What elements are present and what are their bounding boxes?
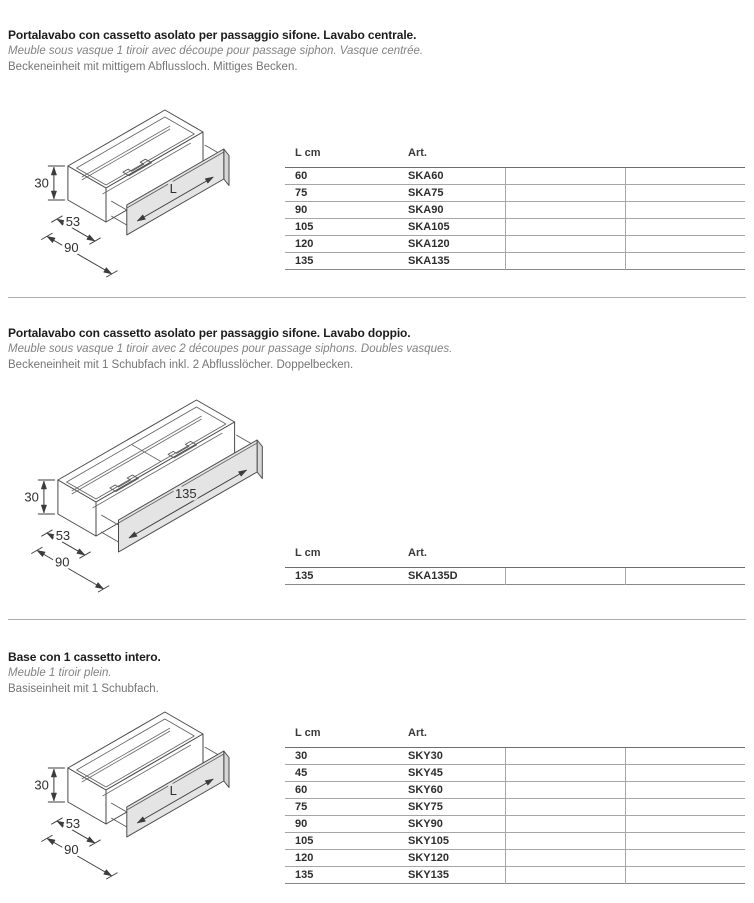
section-divider-2 bbox=[8, 619, 746, 620]
cell-article: SKY45 bbox=[408, 767, 443, 779]
dim-height-label: 30 bbox=[34, 777, 49, 793]
section-3-title-french: Meuble 1 tiroir plein. bbox=[8, 667, 112, 679]
cell-article: SKY75 bbox=[408, 801, 443, 813]
arrowhead bbox=[87, 235, 95, 241]
dim-depth-label: 53 bbox=[55, 528, 71, 544]
arrowhead bbox=[37, 550, 45, 556]
arrowhead bbox=[104, 268, 112, 274]
section-2-title-french: Meuble sous vasque 1 tiroir avec 2 découpes pour passage siphons. Doubles vasques. bbox=[8, 343, 453, 355]
section-1-cabinet-drawing bbox=[22, 106, 257, 286]
section-1-title-italian: Portalavabo con cassetto asolato per passaggio sifone. Lavabo centrale. bbox=[8, 28, 417, 42]
cell-length: 120 bbox=[295, 238, 314, 250]
cell-article: SKY90 bbox=[408, 818, 443, 830]
cell-article: SKY135 bbox=[408, 869, 449, 881]
section-2-article-table bbox=[285, 544, 745, 585]
table-row bbox=[285, 202, 745, 219]
table-row bbox=[285, 816, 745, 833]
cell-article: SKA120 bbox=[408, 238, 450, 250]
dim-depth-open-label: 90 bbox=[64, 240, 79, 256]
column-header-article: Art. bbox=[408, 147, 427, 159]
column-header-length: L cm bbox=[295, 147, 321, 159]
arrowhead bbox=[95, 583, 103, 589]
cell-article: SKY60 bbox=[408, 784, 443, 796]
section-2-cabinet-drawing bbox=[16, 398, 281, 603]
section-3-cabinet-drawing bbox=[22, 708, 257, 888]
table-column-separator bbox=[625, 168, 626, 270]
drawer-runner bbox=[111, 216, 127, 226]
dim-height-label: 30 bbox=[24, 489, 39, 505]
arrowhead bbox=[51, 167, 56, 175]
cell-length: 105 bbox=[295, 221, 314, 233]
column-header-length: L cm bbox=[295, 727, 321, 739]
dim-length-label: 135 bbox=[174, 486, 197, 501]
arrowhead bbox=[77, 549, 85, 555]
dimension-line bbox=[47, 838, 112, 876]
cell-article: SKA60 bbox=[408, 170, 444, 182]
arrowhead bbox=[104, 870, 112, 876]
section-2-titles bbox=[8, 325, 568, 373]
cell-length: 135 bbox=[295, 869, 314, 881]
section-2-title-german: Beckeneinheit mit 1 Schubfach inkl. 2 Abflusslöcher. Doppelbecken. bbox=[8, 359, 354, 371]
arrowhead bbox=[51, 769, 56, 777]
cell-length: 135 bbox=[295, 255, 314, 267]
table-row bbox=[285, 799, 745, 816]
section-3-title-italian: Base con 1 cassetto intero. bbox=[8, 650, 161, 664]
dim-depth-label: 53 bbox=[65, 816, 81, 832]
table-column-separator bbox=[625, 568, 626, 585]
cell-article: SKY105 bbox=[408, 835, 449, 847]
drawer-runner bbox=[111, 818, 127, 828]
column-header-length: L cm bbox=[295, 547, 321, 559]
cell-length: 135 bbox=[295, 570, 314, 582]
cell-article: SKA135D bbox=[408, 570, 458, 582]
dim-depth-label: 53 bbox=[65, 214, 81, 230]
drawer-panel-end bbox=[224, 149, 229, 186]
table-row bbox=[285, 748, 745, 765]
cell-length: 90 bbox=[295, 818, 308, 830]
cell-length: 90 bbox=[295, 204, 308, 216]
dim-depth-open-label: 90 bbox=[55, 554, 70, 570]
table-row bbox=[285, 568, 745, 585]
table-column-separator bbox=[625, 748, 626, 884]
drawer-panel-end bbox=[224, 751, 229, 788]
cell-length: 60 bbox=[295, 170, 308, 182]
cell-length: 45 bbox=[295, 767, 308, 779]
table-row bbox=[285, 833, 745, 850]
table-row bbox=[285, 219, 745, 236]
arrowhead bbox=[47, 533, 55, 539]
table-header-row bbox=[285, 144, 745, 168]
dimension-line bbox=[47, 236, 112, 274]
arrowhead bbox=[51, 191, 56, 199]
table-row bbox=[285, 867, 745, 884]
cell-article: SKA90 bbox=[408, 204, 444, 216]
cell-length: 30 bbox=[295, 750, 308, 762]
drawer-panel-end bbox=[257, 440, 262, 479]
arrowhead bbox=[47, 236, 55, 242]
cell-length: 120 bbox=[295, 852, 314, 864]
table-row bbox=[285, 850, 745, 867]
section-1-titles bbox=[8, 27, 568, 75]
cell-length: 75 bbox=[295, 801, 308, 813]
table-column-separator bbox=[505, 168, 506, 270]
dim-depth-open-label: 90 bbox=[64, 842, 79, 858]
dim-length-label: L bbox=[169, 783, 177, 798]
column-header-article: Art. bbox=[408, 547, 427, 559]
table-row bbox=[285, 185, 745, 202]
arrowhead bbox=[57, 219, 65, 225]
arrowhead bbox=[57, 821, 65, 827]
section-2-title-italian: Portalavabo con cassetto asolato per passaggio sifone. Lavabo doppio. bbox=[8, 326, 411, 340]
arrowhead bbox=[41, 505, 46, 513]
arrowhead bbox=[51, 793, 56, 801]
table-row bbox=[285, 168, 745, 185]
arrowhead bbox=[47, 838, 55, 844]
cell-article: SKA75 bbox=[408, 187, 444, 199]
table-row bbox=[285, 782, 745, 799]
cell-article: SKY120 bbox=[408, 852, 449, 864]
drawer-runner bbox=[101, 532, 119, 543]
section-3-article-table bbox=[285, 724, 745, 884]
table-column-separator bbox=[505, 748, 506, 884]
cell-article: SKA105 bbox=[408, 221, 450, 233]
table-column-separator bbox=[505, 568, 506, 585]
dimension-line bbox=[37, 550, 104, 589]
cell-length: 60 bbox=[295, 784, 308, 796]
section-divider-1 bbox=[8, 297, 746, 298]
arrowhead bbox=[87, 837, 95, 843]
table-header-row bbox=[285, 724, 745, 748]
arrowhead bbox=[41, 481, 46, 489]
section-3-title-german: Basiseinheit mit 1 Schubfach. bbox=[8, 683, 159, 695]
table-row bbox=[285, 765, 745, 782]
cell-article: SKY30 bbox=[408, 750, 443, 762]
dim-height-label: 30 bbox=[34, 175, 49, 191]
table-row bbox=[285, 236, 745, 253]
cell-length: 75 bbox=[295, 187, 308, 199]
cell-length: 105 bbox=[295, 835, 314, 847]
section-3-titles bbox=[8, 649, 568, 697]
section-1-article-table bbox=[285, 144, 745, 270]
cell-article: SKA135 bbox=[408, 255, 450, 267]
column-header-article: Art. bbox=[408, 727, 427, 739]
section-1-title-german: Beckeneinheit mit mittigem Abflussloch. Mittiges Becken. bbox=[8, 61, 298, 73]
table-header-row bbox=[285, 544, 745, 568]
dim-length-label: L bbox=[169, 181, 177, 196]
section-1-title-french: Meuble sous vasque 1 tiroir avec découpe pour passage siphon. Vasque centrée. bbox=[8, 45, 424, 57]
table-row bbox=[285, 253, 745, 270]
